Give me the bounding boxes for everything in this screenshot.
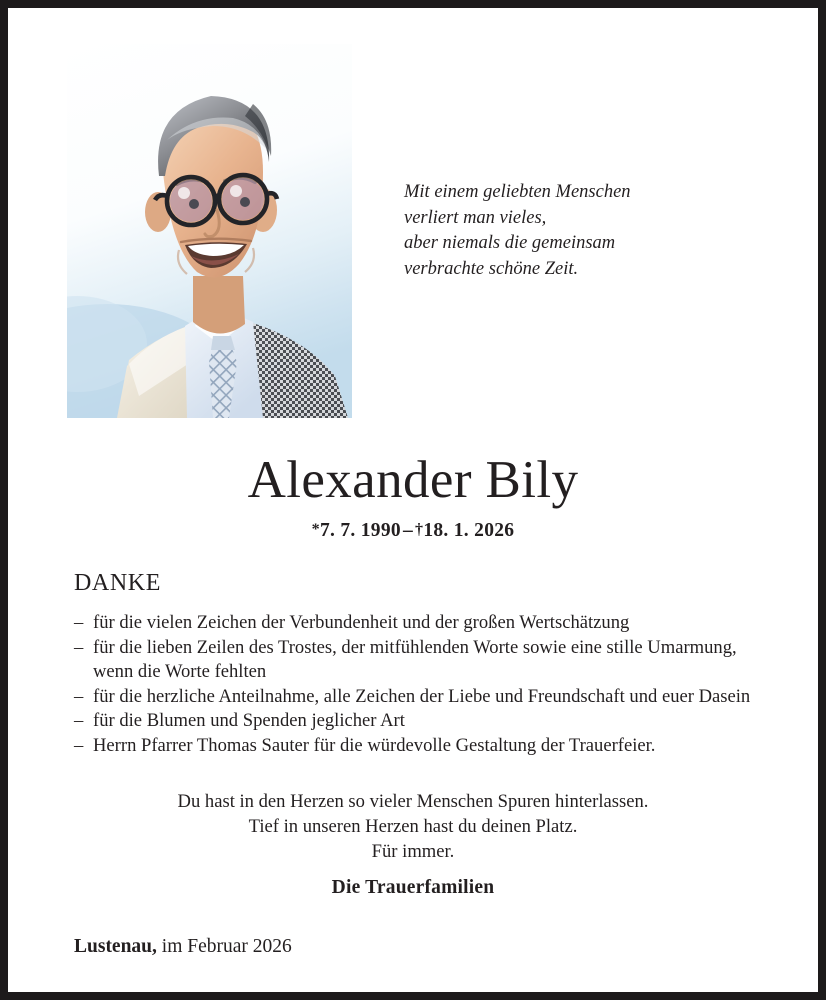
memorial-quote (404, 180, 734, 282)
place-when: im Februar 2026 (161, 936, 292, 957)
thanks-item: – Herrn Pfarrer Thomas Sauter für die würdevolle Gestaltung der Trauerfeier. (74, 734, 780, 759)
birth-date: 7. 7. 1990 (319, 520, 401, 541)
quote-line-4: verbrachte schöne Zeit. (404, 258, 579, 279)
life-dates (8, 520, 818, 542)
place-town: Lustenau, (74, 936, 157, 957)
death-symbol: † (415, 521, 424, 538)
verse-line-3: Für immer. (371, 840, 455, 862)
quote-line-2: verliert man vieles, (404, 207, 547, 228)
verse-line-2: Tief in unseren Herzen hast du deinen Platz. (248, 815, 578, 837)
birth-symbol: * (311, 521, 320, 538)
thanks-item: – für die lieben Zeilen des Trostes, der mitfühlenden Worte sowie eine stille Umarmung, wenn die Worte fehlten (74, 636, 780, 685)
verse-line-1: Du hast in den Herzen so vieler Menschen Spuren hinterlassen. (177, 791, 649, 812)
quote-line-1: Mit einem geliebten Menschen (404, 182, 631, 202)
quote-line-3: aber niemals die gemeinsam (404, 233, 616, 253)
thanks-heading: DANKE (74, 570, 161, 596)
place-and-date (74, 936, 292, 958)
thanks-list (74, 611, 780, 759)
deceased-name: Alexander Bily (247, 451, 579, 509)
closing-verse (8, 790, 818, 864)
thanks-item: – für die vielen Zeichen der Verbundenheit und der großen Wertschätzung (74, 611, 780, 636)
signature-line: Die Trauerfamilien (331, 877, 495, 898)
date-separator: – (402, 520, 413, 541)
portrait-photo (67, 44, 352, 418)
death-date: 18. 1. 2026 (423, 520, 515, 541)
notice-sheet (8, 8, 818, 992)
thanks-item: – für die Blumen und Spenden jeglicher Art (74, 709, 780, 734)
thanks-item: – für die herzliche Anteilnahme, alle Zeichen der Liebe und Freundschaft und euer Dasein (74, 685, 780, 710)
